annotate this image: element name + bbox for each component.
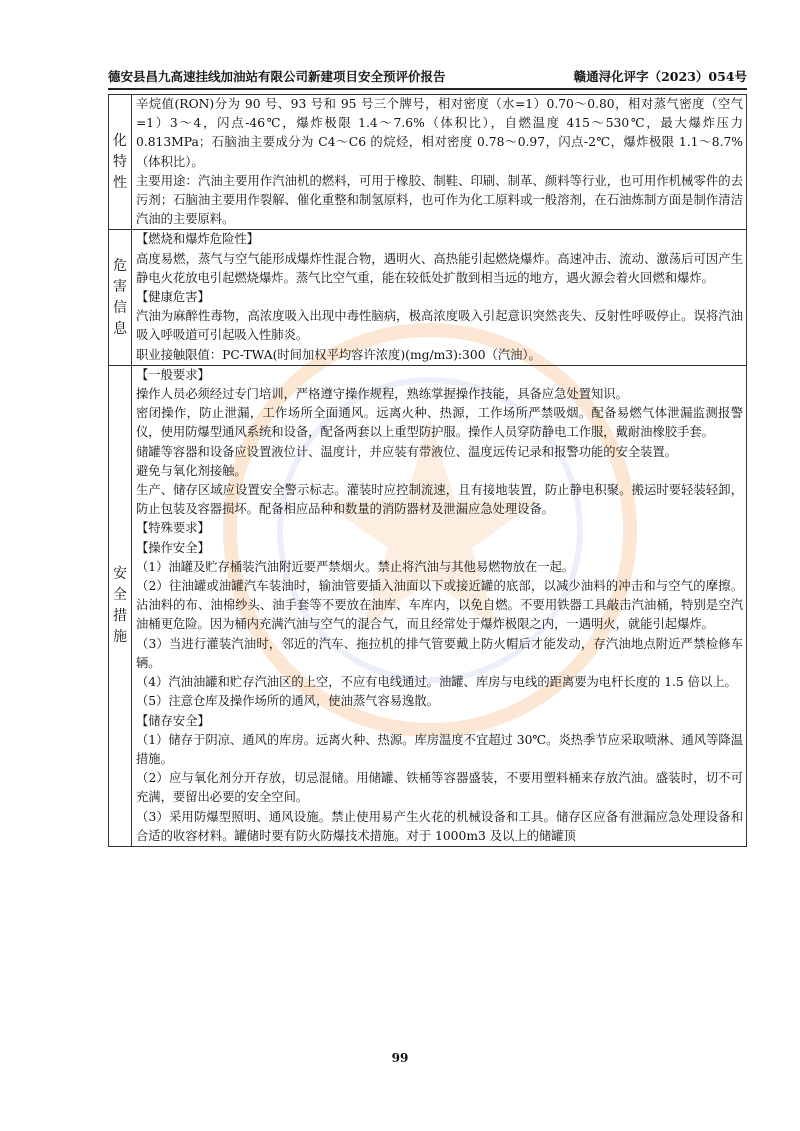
paragraph: 避免与氧化剂接触。 <box>136 463 247 478</box>
paragraph: 操作人员必须经过专门培训，严格遵守操作规程，熟练掌握操作技能，具备应急处置知识。 <box>136 387 628 402</box>
row-content <box>132 95 747 230</box>
msds-table <box>108 94 747 847</box>
row-label-char: 化 <box>113 132 127 149</box>
row-label-char: 安 <box>113 565 127 582</box>
report-title: 德安县昌九高速挂线加油站有限公司新建项目安全预评价报告 <box>108 69 446 84</box>
row-label-char: 性 <box>113 174 127 191</box>
paragraph: 高度易燃，蒸气与空气能形成爆炸性混合物，遇明火、高热能引起燃烧爆炸。高速冲击、流动、激荡后可因产生静电火花放电引起燃烧爆炸。蒸气比空气重，能在较低处扩散到相当远的地方，遇火源会着火回燃和爆炸。 <box>136 251 743 285</box>
paragraph: （2）应与氧化剂分开存放，切忌混储。用储罐、铁桶等容器盛装，不要用塑料桶来存放汽油。盛装时，切不可充满，要留出必要的安全空间。 <box>136 771 743 805</box>
row-label-char: 全 <box>113 586 127 603</box>
paragraph: 【储存安全】 <box>136 713 210 728</box>
paragraph: （4）汽油油罐和贮存汽油区的上空，不应有电线通过。油罐、库房与电线的距离要为电杆长度的 1.5 倍以上。 <box>136 675 737 690</box>
paragraph: （3）采用防爆型照明、通风设施。禁止使用易产生火花的机械设备和工具。储存区应备有泄漏应急处理设备和合适的收容材料。罐储时要有防火防爆技术措施。对于 1000m3 及以上的储罐顶 <box>136 809 743 843</box>
paragraph: 【燃烧和爆炸危险性】 <box>136 232 259 247</box>
row-label <box>109 230 132 365</box>
report-number: 赣通浔化评字（2023）054号 <box>573 69 747 84</box>
paragraph: （2）往油罐或油罐汽车装油时，输油管要插入油面以下或接近罐的底部，以减少油料的冲击和与空气的摩擦。沾油料的布、油棉纱头、油手套等不要放在油库、车库内，以免自燃。不要用铁器工具敲击汽油桶，特别是空汽油桶更危险。因为桶内充满汽油与空气的混合气，而且经常处于爆炸极限之内，一遇明火，就能引起爆炸。 <box>136 579 743 632</box>
paragraph: 生产、储存区域应设置安全警示标志。灌装时应控制流速，且有接地装置，防止静电积聚。搬运时要轻装轻卸，防止包装及容器损坏。配备相应品种和数量的消防器材及泄漏应急处理设备。 <box>136 483 743 517</box>
paragraph: 汽油为麻醉性毒物，高浓度吸入出现中毒性脑病，极高浓度吸入引起意识突然丧失、反射性呼吸停止。误将汽油吸入呼吸道可引起吸入性肺炎。 <box>136 309 743 343</box>
paragraph: （3）当进行灌装汽油时，邻近的汽车、拖拉机的排气管要戴上防火帽后才能发动，存汽油地点附近严禁检修车辆。 <box>136 636 743 670</box>
paragraph: 储罐等容器和设备应设置液位计、温度计，并应装有带液位、温度远传记录和报警功能的安全装置。 <box>136 444 678 459</box>
page-number: 99 <box>391 1051 409 1065</box>
row-label <box>109 365 132 846</box>
paragraph: 【一般要求】 <box>136 367 210 382</box>
row-content <box>132 365 747 846</box>
paragraph: 职业接触限值：PC-TWA(时间加权平均容许浓度)(mg/m3):300（汽油）。 <box>136 347 541 362</box>
hazard-info-row <box>109 230 747 365</box>
row-label-char: 施 <box>113 628 127 645</box>
paragraph: 【特殊要求】 <box>136 521 210 536</box>
paragraph: 辛烷值(RON)分为 90 号、93 号和 95 号三个牌号，相对密度（水=1）0.70～0.80，相对蒸气密度（空气=1）3～4，闪点-46℃，爆炸极限 1.4～7.6%（体积比），自燃温度 415～530℃，最大爆炸压力 0.813MPa；石脑油主要成分为 C4～C6 的烷烃，相对密度 0.78～0.97，闪点-2℃，爆炸极限 1.1～8.7%（体积比）。 <box>136 97 743 169</box>
row-label-char: 息 <box>113 320 127 337</box>
paragraph: （1）储存于阴凉、通风的库房。远离火种、热源。库房温度不宜超过 30℃。炎热季节应采取喷淋、通风等降温措施。 <box>136 732 743 766</box>
row-label <box>109 95 132 230</box>
row-label-char: 措 <box>113 607 127 624</box>
paragraph: （1）油罐及贮存桶装汽油附近要严禁烟火。禁止将汽油与其他易燃物放在一起。 <box>136 559 575 574</box>
paragraph: （5）注意仓库及操作场所的通风，使油蒸气容易逸散。 <box>136 694 439 709</box>
row-label-char: 危 <box>113 257 127 274</box>
paragraph: 密闭操作，防止泄漏，工作场所全面通风。远离火种、热源，工作场所严禁吸烟。配备易燃气体泄漏监测报警仪，使用防爆型通风系统和设备，配备两套以上重型防护服。操作人员穿防静电工作服，戴耐油橡胶手套。 <box>136 406 743 440</box>
row-label-char: 特 <box>113 153 127 170</box>
page-header <box>108 66 747 90</box>
row-content <box>132 230 747 365</box>
row-label-char: 信 <box>113 299 127 316</box>
row-label-char: 害 <box>113 278 127 295</box>
safety-measures-row <box>109 365 747 846</box>
paragraph: 主要用途：汽油主要用作汽油机的燃料，可用于橡胶、制鞋、印刷、制革、颜料等行业，也可用作机械零件的去污剂；石脑油主要用作裂解、催化重整和制氢原料，也可作为化工原料或一般溶剂，在石油炼制方面是制作清洁汽油的主要原料。 <box>136 173 743 227</box>
paragraph: 【操作安全】 <box>136 540 210 555</box>
chemical-properties-row <box>109 95 747 230</box>
paragraph: 【健康危害】 <box>136 290 210 305</box>
